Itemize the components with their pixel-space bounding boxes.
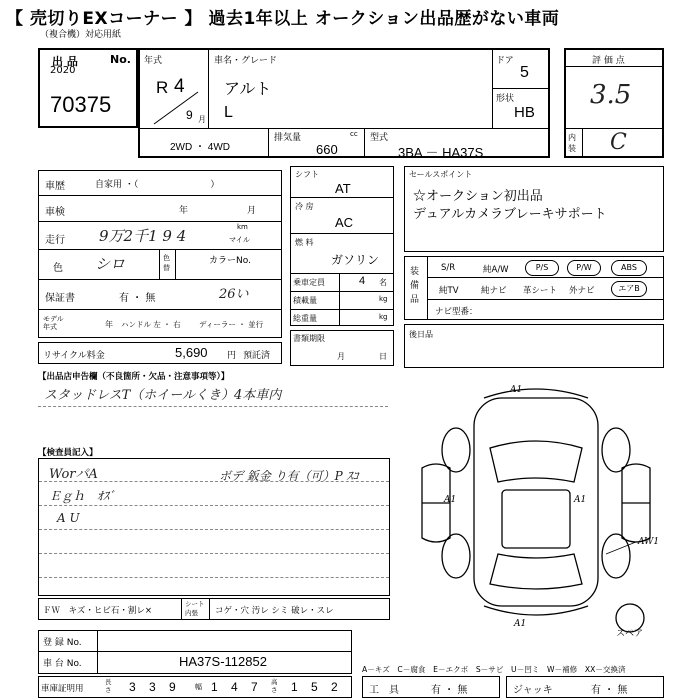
equip-ps: P/S [525, 260, 559, 276]
aircon-label: 冷 房 [295, 202, 314, 211]
dealer: ディーラー ・ 並行 [199, 320, 264, 329]
dim-height-1: 1 [291, 680, 298, 694]
history-value: 自家用 ・（ ） [95, 180, 220, 190]
equip-leather: 革シート [523, 286, 558, 296]
legend-seat-detail: コゲ・穴 汚レ シミ 破レ・スレ [215, 606, 334, 616]
diagram-mark-front: A1 [510, 385, 523, 395]
color-value: シロ [95, 255, 126, 273]
recycle-amount: 5,690 [175, 345, 208, 360]
footer-jack-box [506, 676, 664, 698]
reg-label: 登 録 No. [43, 638, 82, 648]
doc-label: 書類期限 [293, 334, 325, 343]
month-value: 9 [186, 108, 193, 122]
sales-point-label: セールスポイント [409, 170, 473, 179]
dim-length-3: 9 [169, 680, 176, 694]
displacement-unit: cc [350, 130, 358, 138]
interior-value: C [610, 130, 627, 155]
shaken-year: 年 [179, 206, 189, 216]
declaration-label: 【出品店申告欄（不良箇所・欠品・注意事項等）】 [38, 372, 230, 382]
dim-length-1: 3 [129, 680, 136, 694]
mileage-label: 走行 [45, 235, 65, 246]
equip-alloy: 純A/W [483, 265, 509, 275]
dim-length-label: 長さ [105, 678, 112, 694]
model-label: 車名・グレード [214, 56, 278, 66]
banner-subtitle: （複合機）対応用紙 [40, 30, 122, 40]
displacement-value: 660 [316, 142, 338, 157]
year-era: R [156, 78, 169, 97]
model-year-unit: 年 [105, 320, 113, 329]
inspector-line1: WorパA [49, 467, 98, 482]
capacity-value: 4 [359, 275, 366, 287]
equip-sr: S/R [441, 263, 456, 273]
dim-width-1: 1 [211, 680, 218, 694]
diagram-mark-rear: A1 [514, 619, 527, 629]
gross-label: 総重量 [293, 314, 317, 323]
dim-height-3: 2 [331, 680, 338, 694]
legend-codes: A－キズ C－腐食 E－エクボ S－サビ U－凹ミ W－補修 XX－交換済 [362, 665, 626, 674]
equipment-label: 装 備 品 [410, 267, 420, 305]
registration-box [38, 630, 352, 674]
footer-tool-box [362, 676, 500, 698]
history-box [38, 170, 282, 338]
dim-height-label: 高さ [271, 678, 278, 694]
type-label: 型式 [370, 133, 389, 143]
lot-no-label: No. [110, 53, 131, 66]
warranty-value: 有 ・ 無 [119, 293, 156, 304]
capacity-unit: 名 [379, 278, 387, 287]
lot-number: 70375 [50, 92, 112, 117]
dim-width-label: 幅 [195, 683, 202, 691]
chassis-label: 車 台 No. [43, 659, 82, 669]
equipment-box [404, 256, 664, 320]
door-label: ドア [496, 56, 514, 66]
inspector-box [38, 458, 390, 596]
score-value: 3.5 [590, 80, 632, 110]
history-label: 車歴 [45, 181, 65, 192]
type-code: 3BA － HA37S [398, 145, 484, 160]
legend-fw: ＦＷ キズ・ヒビ石・割レ× [43, 606, 152, 616]
inspector-line2: Ｅｇｈ ｵｽﾞ [49, 489, 116, 503]
drive-type: 2WD ・ 4WD [170, 142, 230, 153]
recycle-label: リサイクル料金 [43, 351, 105, 361]
inspector-label: 【検査員記入】 [38, 448, 98, 458]
recycle-status: 預託済 [243, 351, 271, 361]
door-value: 5 [520, 64, 529, 81]
aircon-value: AC [335, 215, 354, 230]
model-type-label: モデル年式 [43, 315, 64, 331]
color-change-label: 色替 [163, 254, 170, 272]
month-unit: 月 [198, 115, 206, 124]
load-label: 積載量 [293, 296, 317, 305]
equip-navi: 純ナビ [481, 286, 507, 296]
legend-bar [38, 598, 390, 620]
fuel-label: 燃 料 [295, 238, 314, 247]
lot-box [38, 48, 138, 128]
nav-model-label: ナビ型番： [435, 307, 478, 317]
inspector-line3: A U [57, 511, 80, 525]
fuel-value: ガソリン [331, 253, 380, 267]
recycle-box [38, 342, 282, 364]
cert-label: 車庫証明用 [41, 684, 84, 694]
jack-label: ジャッキ [513, 685, 553, 696]
shift-value: AT [335, 181, 351, 196]
diagram-mark-right: A1 [574, 495, 587, 505]
car-diagram [398, 378, 678, 640]
dim-width-3: 7 [251, 680, 258, 694]
shape-label: 形状 [496, 94, 515, 104]
chassis-value: HA37S-112852 [179, 654, 267, 669]
mileage-value: 9万2千1 9 4 [99, 227, 187, 245]
equip-pw: P/W [567, 260, 601, 276]
tool-label: 工 具 [369, 685, 399, 696]
sales-point-line1: ☆オークション初出品 [413, 188, 543, 203]
equip-airbag: エアB [611, 281, 647, 297]
later-items-box [404, 324, 664, 368]
doc-deadline-box [290, 330, 394, 366]
dim-height-2: 5 [311, 680, 318, 694]
dim-width-2: 4 [231, 680, 238, 694]
jack-value: 有 ・ 無 [591, 685, 628, 696]
diagram-mark-left: A1 [444, 495, 457, 505]
declaration-text: スタッドレスT（ホイールくき）4本車内 [44, 388, 282, 403]
lot-label: 出 品 [52, 55, 78, 68]
gross-unit: kg [379, 313, 388, 321]
legend-seat: シート 内張 [185, 600, 205, 617]
mileage-unit-mile: マイル [229, 236, 250, 244]
shaken-label: 車検 [45, 207, 65, 218]
recycle-unit: 円 [227, 351, 237, 361]
year-value: 4 [174, 76, 185, 97]
score-label: 評 価 点 [592, 56, 625, 66]
equip-abs: ABS [611, 260, 647, 276]
vehicle-box [138, 48, 550, 158]
year-slash [150, 90, 200, 126]
equip-tv: 純TV [439, 286, 459, 296]
sales-point-box [404, 166, 664, 252]
rating-box [564, 48, 664, 158]
shape-value: HB [514, 104, 535, 121]
lot-year-stamp: 2020 [50, 65, 76, 76]
mileage-unit-km: km [237, 223, 248, 231]
equip-ext-navi: 外ナビ [569, 286, 595, 296]
grade-name: L [224, 104, 233, 121]
capacity-label: 乗車定員 [293, 278, 325, 287]
banner-title: 【 売切りEXコーナー 】 過去1年以上 オークション出品歴がない車両 [6, 9, 560, 29]
shift-label: シフト [295, 170, 319, 179]
spare-label: スペア [616, 629, 644, 639]
diagram-mark-wheel: AW1 [638, 537, 660, 547]
doc-day: 日 [379, 352, 387, 361]
year-label: 年式 [144, 56, 163, 66]
load-unit: kg [379, 295, 388, 303]
color-no-label: カラーNo. [209, 256, 251, 266]
doc-month: 月 [337, 352, 345, 361]
sales-point-line2: デュアルカメラブレーキサポート [413, 206, 607, 221]
tool-value: 有 ・ 無 [431, 685, 468, 696]
color-label: 色 [53, 263, 63, 274]
footer-cert-box [38, 676, 352, 698]
inspector-line4: ボデ 鈑金 り有（可）P ｽｺ [219, 469, 359, 483]
interior-label: 内 装 [568, 133, 576, 153]
dim-length-2: 3 [149, 680, 156, 694]
later-items-label: 後日品 [409, 330, 433, 339]
warranty-label: 保証書 [45, 293, 75, 304]
shaken-month: 月 [247, 206, 257, 216]
specs-box [290, 166, 394, 326]
model-name: アルト [224, 81, 272, 98]
steering: ハンドル 左 ・ 右 [121, 320, 181, 329]
warranty-note: 26い [219, 287, 249, 302]
displacement-label: 排気量 [274, 133, 302, 143]
